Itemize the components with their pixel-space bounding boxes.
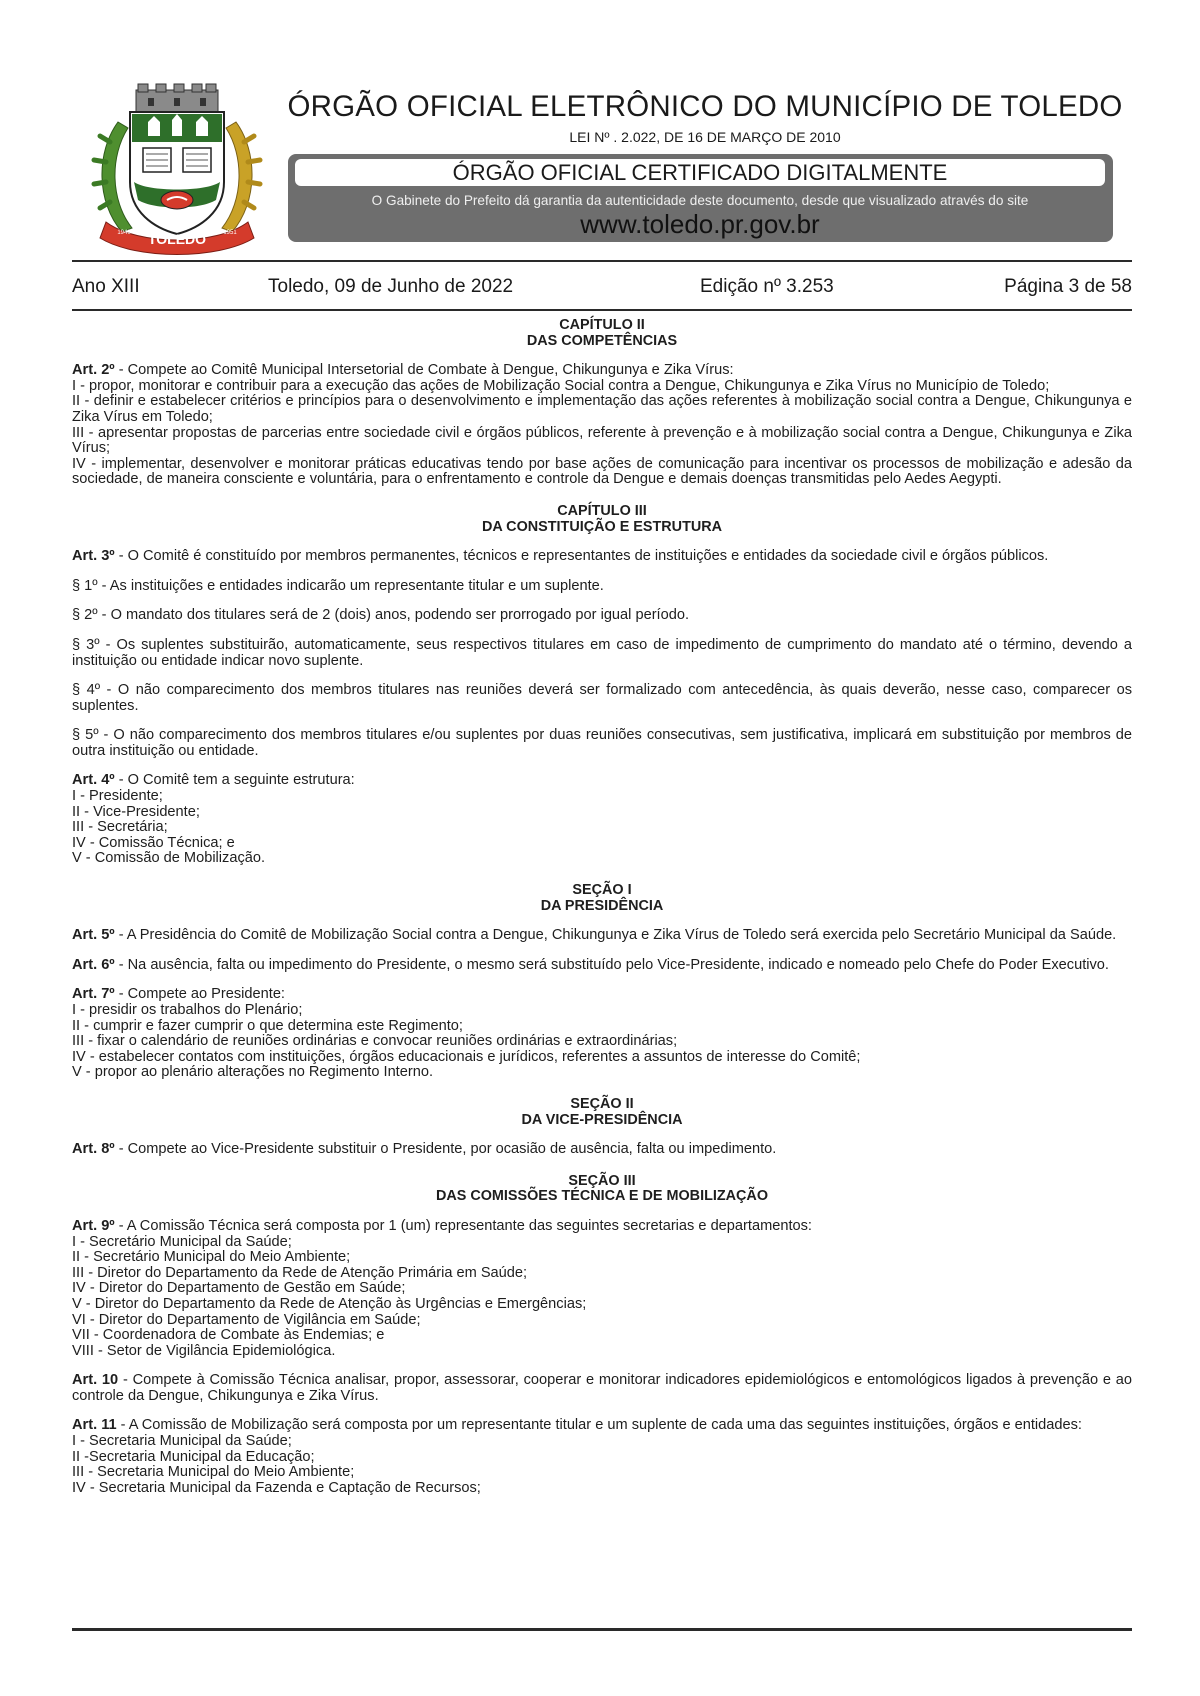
edition-date: Toledo, 09 de Junho de 2022 <box>268 276 514 297</box>
list-item: I - propor, monitorar e contribuir para a execução das ações de Mobilização Social contra a Dengue, Chikungunya e Zika Vírus no Município de Toledo; <box>72 377 1050 394</box>
article-label: Art. 7º <box>72 986 115 1003</box>
list-item: I - Secretário Municipal da Saúde; <box>72 1233 292 1250</box>
article-text: - Compete ao Presidente: <box>114 986 285 1003</box>
list-item: III - Secretaria Municipal do Meio Ambiente; <box>72 1464 355 1481</box>
list-item: II - Vice-Presidente; <box>72 803 200 820</box>
list-item: II - cumprir e fazer cumprir o que determina este Regimento; <box>72 1017 463 1034</box>
chapter-heading: CAPÍTULO II <box>559 317 645 333</box>
article-text: - A Comissão de Mobilização será composta por um representante titular e um suplente de cada uma das seguintes instituições, órgãos e entidades: <box>116 1417 1082 1434</box>
paragraph-5: § 5º - O não comparecimento dos membros titulares e/ou suplentes por duas reuniões consecutivas, sem justificativa, implicará em substituição por membros de outra instituição ou entidade. <box>72 727 1132 759</box>
article-label: Art. 3º <box>72 548 115 565</box>
article-label: Art. 8º <box>72 1141 115 1158</box>
edition-year: Ano XIII <box>72 276 140 297</box>
paragraph-1: § 1º - As instituições e entidades indicarão um representante titular e um suplente. <box>72 577 604 594</box>
list-item: V - Comissão de Mobilização. <box>72 850 266 867</box>
list-item: II -Secretaria Municipal da Educação; <box>72 1448 315 1465</box>
list-item: IV - Secretaria Municipal da Fazenda e Captação de Recursos; <box>72 1479 481 1496</box>
article-3 <box>72 549 1132 565</box>
section-heading: SEÇÃO II <box>570 1095 634 1112</box>
section-heading: SEÇÃO III <box>568 1172 636 1189</box>
document-body <box>72 318 1132 1496</box>
article-8 <box>72 1142 1132 1158</box>
article-label: Art. 10 <box>72 1372 119 1389</box>
list-item: IV - Comissão Técnica; e <box>72 834 235 851</box>
list-item: IV - implementar, desenvolver e monitorar práticas educativas tendo por base ações de comunicação para incentivar os processos de mobilização e adesão da sociedade, de maneira consciente e voluntária, para o enfrentamento e controle da Dengue e demais doenças transmitidas pelo Aedes Aegypti. <box>72 455 1132 488</box>
paragraph-2: § 2º - O mandato dos titulares será de 2 (dois) anos, podendo ser prorrogado por igual período. <box>72 607 690 624</box>
list-item: VIII - Setor de Vigilância Epidemiológica. <box>72 1342 336 1359</box>
article-text: - Compete ao Vice-Presidente substituir o Presidente, por ocasião de ausência, falta ou impedimento. <box>114 1141 777 1158</box>
list-item: III - Secretária; <box>72 819 168 836</box>
crest-name: TOLEDO <box>147 231 207 247</box>
section-title: DA VICE-PRESIDÊNCIA <box>521 1111 683 1128</box>
article-label: Art. 2º <box>72 362 115 379</box>
list-item: IV - estabelecer contatos com instituições, órgãos educacionais e jurídicos, referentes a assuntos de interesse do Comitê; <box>72 1048 861 1065</box>
article-9 <box>72 1219 1132 1235</box>
certification-title: ÓRGÃO OFICIAL CERTIFICADO DIGITALMENTE <box>452 160 948 185</box>
list-item: IV - Diretor do Departamento de Gestão em Saúde; <box>72 1280 406 1297</box>
article-label: Art. 9º <box>72 1217 115 1234</box>
toledo-coat-of-arms <box>88 82 266 258</box>
certification-guarantee-text: O Gabinete do Prefeito dá garantia da autenticidade deste documento, desde que visualizado através do site <box>371 193 1029 208</box>
list-item: III - apresentar propostas de parcerias entre sociedade civil e órgãos públicos, referente à prevenção e à mobilização social contra a Dengue, Chikungunya e Zika Vírus; <box>72 424 1132 457</box>
article-text: - A Comissão Técnica será composta por 1 (um) representante das seguintes secretarias e departamentos: <box>114 1217 812 1234</box>
header-divider-top <box>72 260 1132 262</box>
section-title: DA PRESIDÊNCIA <box>540 897 664 914</box>
list-item: V - Diretor do Departamento da Rede de Atenção às Urgências e Emergências; <box>72 1295 587 1312</box>
article-text: - A Presidência do Comitê de Mobilização Social contra a Dengue, Chikungunya e Zika Vírus de Toledo será exercida pelo Secretário Municipal da Saúde. <box>114 927 1117 944</box>
article-5 <box>72 928 1132 944</box>
chapter-title: DAS COMPETÊNCIAS <box>526 332 678 349</box>
paragraph-3: § 3º - Os suplentes substituirão, automaticamente, seus respectivos titulares em caso de impedimento de cumprimento do mandato até o término, devendo a instituição ou entidade indicar novo suplente. <box>72 636 1132 669</box>
crest-year-left: 1946 <box>117 230 131 236</box>
article-label: Art. 11 <box>72 1417 117 1434</box>
list-item: VI - Diretor do Departamento de Vigilância em Saúde; <box>72 1311 421 1328</box>
gazette-title: ÓRGÃO OFICIAL ELETRÔNICO DO MUNICÍPIO DE TOLEDO <box>287 90 1123 123</box>
list-item: V - propor ao plenário alterações no Regimento Interno. <box>72 1064 434 1081</box>
list-item: VII - Coordenadora de Combate às Endemias; e <box>72 1327 385 1344</box>
certification-site-url[interactable]: www.toledo.pr.gov.br <box>580 209 820 239</box>
list-item: III - fixar o calendário de reuniões ordinárias e convocar reuniões ordinárias e extraordinárias; <box>72 1033 678 1050</box>
article-6 <box>72 958 1132 974</box>
list-item: I - presidir os trabalhos do Plenário; <box>72 1002 303 1018</box>
article-label: Art. 6º <box>72 956 115 973</box>
article-label: Art. 5º <box>72 927 115 944</box>
gazette-law-reference: LEI Nº . 2.022, DE 16 DE MARÇO DE 2010 <box>569 129 841 145</box>
page-number: Página 3 de 58 <box>1004 276 1132 297</box>
section-title: DAS COMISSÕES TÉCNICA E DE MOBILIZAÇÃO <box>435 1188 769 1205</box>
list-item: I - Secretaria Municipal da Saúde; <box>72 1433 292 1450</box>
article-text: - Compete ao Comitê Municipal Intersetorial de Combate à Dengue, Chikungunya e Zika Vírus: <box>114 362 734 379</box>
list-item: III - Diretor do Departamento da Rede de Atenção Primária em Saúde; <box>72 1264 528 1281</box>
header-divider-bottom <box>72 309 1132 311</box>
paragraph-4: § 4º - O não comparecimento dos membros titulares nas reuniões deverá ser formalizado com antecedência, às quais deverão, nesse caso, comparecer os suplentes. <box>72 682 1132 714</box>
article-7 <box>72 987 1132 1003</box>
article-text: - Compete à Comissão Técnica analisar, propor, assessorar, cooperar e monitorar indicadores epidemiológicos e entomológicos ligados à prevenção e ao controle da Dengue, Chikungunya e Zika Vírus. <box>72 1372 1132 1404</box>
article-text: - O Comitê tem a seguinte estrutura: <box>114 772 355 789</box>
article-2 <box>72 363 1132 379</box>
article-11 <box>72 1418 1132 1434</box>
article-label: Art. 4º <box>72 772 115 789</box>
article-10 <box>72 1373 1132 1404</box>
list-item: I - Presidente; <box>72 788 163 805</box>
edition-number: Edição nº 3.253 <box>700 276 834 297</box>
article-text: - O Comitê é constituído por membros permanentes, técnicos e representantes de instituições e entidades da sociedade civil e órgãos públicos. <box>114 548 1049 565</box>
section-heading: SEÇÃO I <box>572 882 632 899</box>
list-item: II - definir e estabelecer critérios e princípios para o desenvolvimento e implementação das ações referentes à mobilização social contra a Dengue, Chikungunya e Zika Vírus em Toledo; <box>72 393 1132 425</box>
crest-year-right: 1951 <box>223 230 237 236</box>
article-4 <box>72 773 1132 789</box>
footer-divider <box>72 1628 1132 1631</box>
article-text: - Na ausência, falta ou impedimento do Presidente, o mesmo será substituído pelo Vice-Presidente, indicado e nomeado pelo Chefe do Poder Executivo. <box>114 956 1109 973</box>
list-item: II - Secretário Municipal do Meio Ambiente; <box>72 1249 351 1266</box>
chapter-heading: CAPÍTULO III <box>557 502 647 519</box>
chapter-title: DA CONSTITUIÇÃO E ESTRUTURA <box>481 518 723 535</box>
